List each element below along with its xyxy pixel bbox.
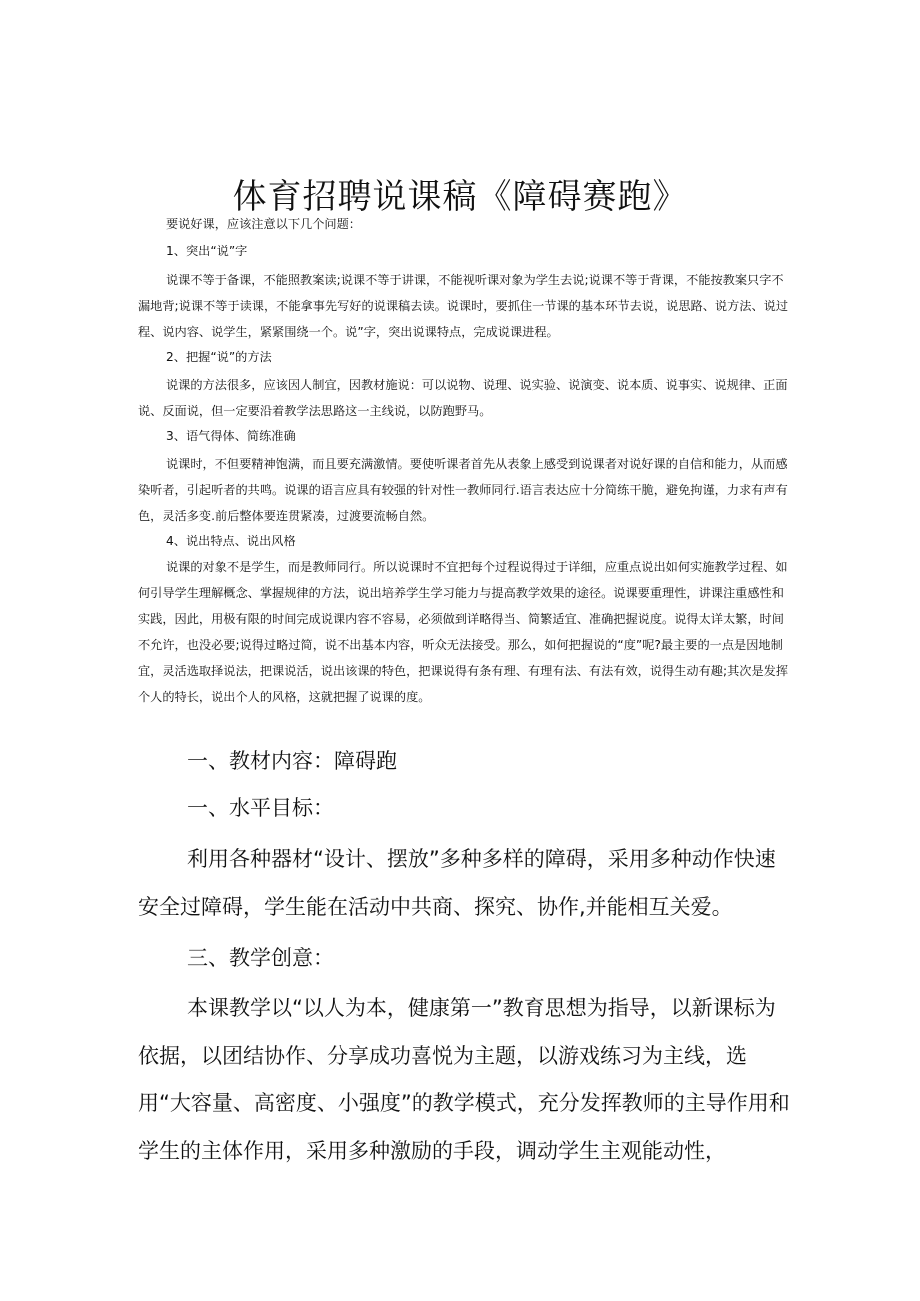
intro-text: 要说好课，应该注意以下几个问题： xyxy=(166,217,361,231)
goal-heading: 一、水平目标： xyxy=(187,796,334,820)
creativity-heading: 三、教学创意： xyxy=(187,946,334,970)
section-body-2: 说课的方法很多，应该因人制宜，因教材施说：可以说物、说理、说实验、说演变、说本质、说事实、说规律、正面说、反面说，但一定要沿着教学法思路这一主线说，以防跑野马。 xyxy=(138,378,788,418)
section-heading-4: 4、说出特点、说出风格 xyxy=(166,534,296,548)
material-heading: 一、教材内容：障碍跑 xyxy=(187,749,397,773)
section-heading-3: 3、语气得体、简练准确 xyxy=(166,429,296,443)
goal-paragraph: 利用各种器材“设计、摆放”多种多样的障碍，采用多种动作快速安全过障碍，学生能在活动中共商、探究、协作,并能相互关爱。 xyxy=(138,847,776,919)
section-body-1: 说课不等于备课，不能照教案读;说课不等于讲课，不能视听课对象为学生去说;说课不等于背课，不能按教案只字不漏地背;说课不等于读课，不能拿事先写好的说课稿去读。说课时，要抓住一节课的基本环节去说，说思路、说方法、说过程、说内容、说学生，紧紧围绕一个。说”字，突出说课特点，完成说课进程。 xyxy=(138,273,789,339)
creativity-paragraph: 本课教学以“以人为本，健康第一”教育思想为指导，以新课标为依据，以团结协作、分享成功喜悦为主题，以游戏练习为主线，选用“大容量、高密度、小强度”的教学模式，充分发挥教师的主导作用和学生的主体作用，采用多种激励的手段，调动学生主观能动性， xyxy=(138,996,790,1163)
document-title: 体育招聘说课稿《障碍赛跑》 xyxy=(232,176,688,217)
section-heading-1: 1、突出“说”字 xyxy=(166,244,248,258)
section-body-3: 说课时，不但要精神饱满，而且要充满激情。要使听课者首先从表象上感受到说课者对说好课的自信和能力，从而感染听者，引起听者的共鸣。说课的语言应具有较强的针对性一教师同行.语言表达应十分简练干脆，避免拘谨，力求有声有色，灵活多变.前后整体要连贯紧凑，过渡要流畅自然。 xyxy=(138,457,788,523)
intro-block xyxy=(138,213,790,710)
section-body-4: 说课的对象不是学生，而是教师同行。所以说课时不宜把每个过程说得过于详细，应重点说出如何实施教学过程、如何引导学生理解概念、掌握规律的方法，说出培养学生学习能力与提高教学效果的途径。说课要重理性，讲课注重感性和实践，因此，用极有限的时间完成说课内容不容易，必须做到详略得当、简繁适宜、准确把握说度。说得太详太繁，时间不允许，也没必要;说得过略过简，说不出基本内容，听众无法接受。那么，如何把握说的“度”呢?最主要的一点是因地制宜，灵活选取择说法，把课说活，说出该课的特色，把课说得有条有理、有理有法、有法有效，说得生动有趣;其次是发挥个人的特长，说出个人的风格，这就把握了说课的度。 xyxy=(138,560,789,704)
lesson-plan-block xyxy=(138,746,792,1175)
section-heading-2: 2、把握“说”的方法 xyxy=(166,350,272,364)
